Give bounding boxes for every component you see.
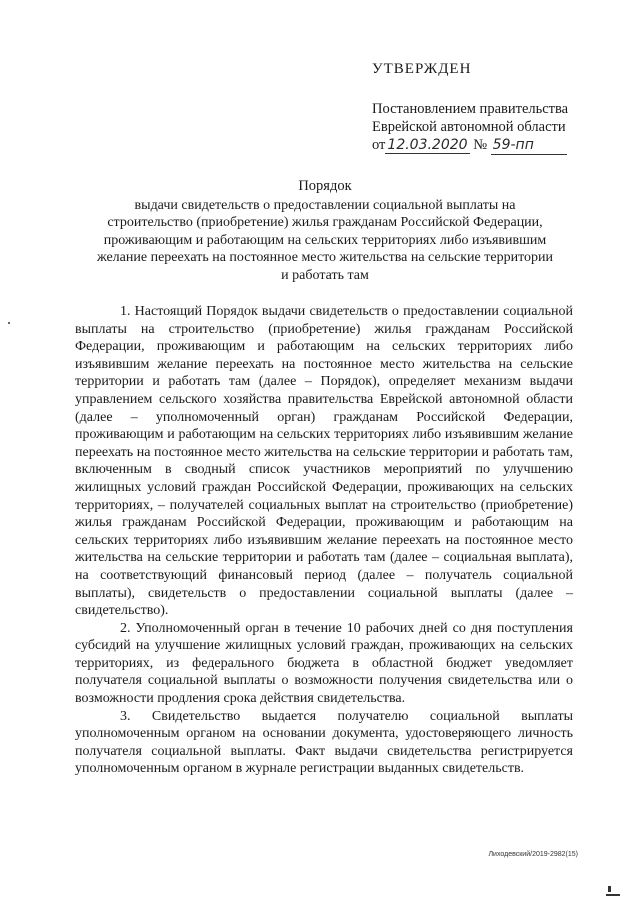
document-body	[75, 303, 573, 778]
paragraph-2: 2. Уполномоченный орган в течение 10 рабочих дней со дня поступления субсидий на улучшение жилищных условий граждан, проживающих на сельских территориях, из федерального бюджета в областной бюджет уведомляет получателя социальной выплаты о возможности получения свидетельства или о возможности продления срока действия свидетельства.	[75, 620, 573, 707]
document-title	[80, 178, 570, 284]
number-prefix: №	[473, 137, 488, 153]
approval-line-2: Еврейской автономной области	[372, 119, 566, 135]
paragraph-1: 1. Настоящий Порядок выдачи свидетельств о предоставлении социальной выплаты на строительство (приобретение) жилья гражданам Российской Федерации, проживающим и работающим на сельских территориях либо изъявившим желание переехать на постоянное место жительства на сельские территории и работать там (далее – Порядок), определяет механизм выдачи управлением сельского хозяйства правительства Еврейской автономной области (далее – уполномоченный орган) гражданам Российской Федерации, проживающим и работающим на сельских территориях либо изъявившим желание переехать на постоянное место жительства на сельские территории и работать там, включенным в сводный список участников мероприятий по улучшению жилищных условий граждан Российской Федерации, проживающих на сельских территориях, – получателей социальных выплат на строительство (приобретение) жилья гражданам Российской Федерации, проживающим и работающим на сельских территориях либо изъявившим желание переехать на постоянное место жительства на сельские территории и работать там (далее – социальная выплата), на соответствующий финансовый период (далее – получатель социальной выплаты), свидетельств о предоставлении социальной выплаты (далее – свидетельство).	[75, 304, 573, 619]
approval-date-line	[372, 136, 592, 155]
title-line: выдачи свидетельств о предоставлении социальной выплаты на	[134, 197, 516, 213]
date-prefix: от	[372, 137, 386, 153]
page-corner-mark	[606, 884, 620, 896]
handwritten-number: 59-пп	[491, 136, 567, 155]
footer-document-code: Лиходевский/2019-2982(15)	[488, 851, 578, 858]
title-line: и работать там	[281, 267, 369, 283]
title-line: проживающим и работающим на сельских территориях либо изъявившим	[103, 232, 547, 248]
approval-block	[372, 60, 592, 155]
paragraph-3: 3. Свидетельство выдается получателю социальной выплаты уполномоченным органом на основании документа, удостоверяющего личность получателя социальной выплаты. Факт выдачи свидетельства регистрируется уполномоченным органом в журнале регистрации выданных свидетельств.	[75, 708, 573, 777]
approval-line-1: Постановлением правительства	[372, 101, 569, 117]
title-line: строительство (приобретение) жилья гражданам Российской Федерации,	[107, 215, 543, 230]
title-line: желание переехать на постоянное место жительства на сельские территории	[96, 250, 553, 265]
approved-heading: УТВЕРЖДЕН	[372, 61, 472, 77]
title-main: Порядок	[298, 178, 352, 194]
scan-artifact-dot	[8, 322, 10, 324]
handwritten-date: 12.03.2020	[387, 137, 468, 153]
